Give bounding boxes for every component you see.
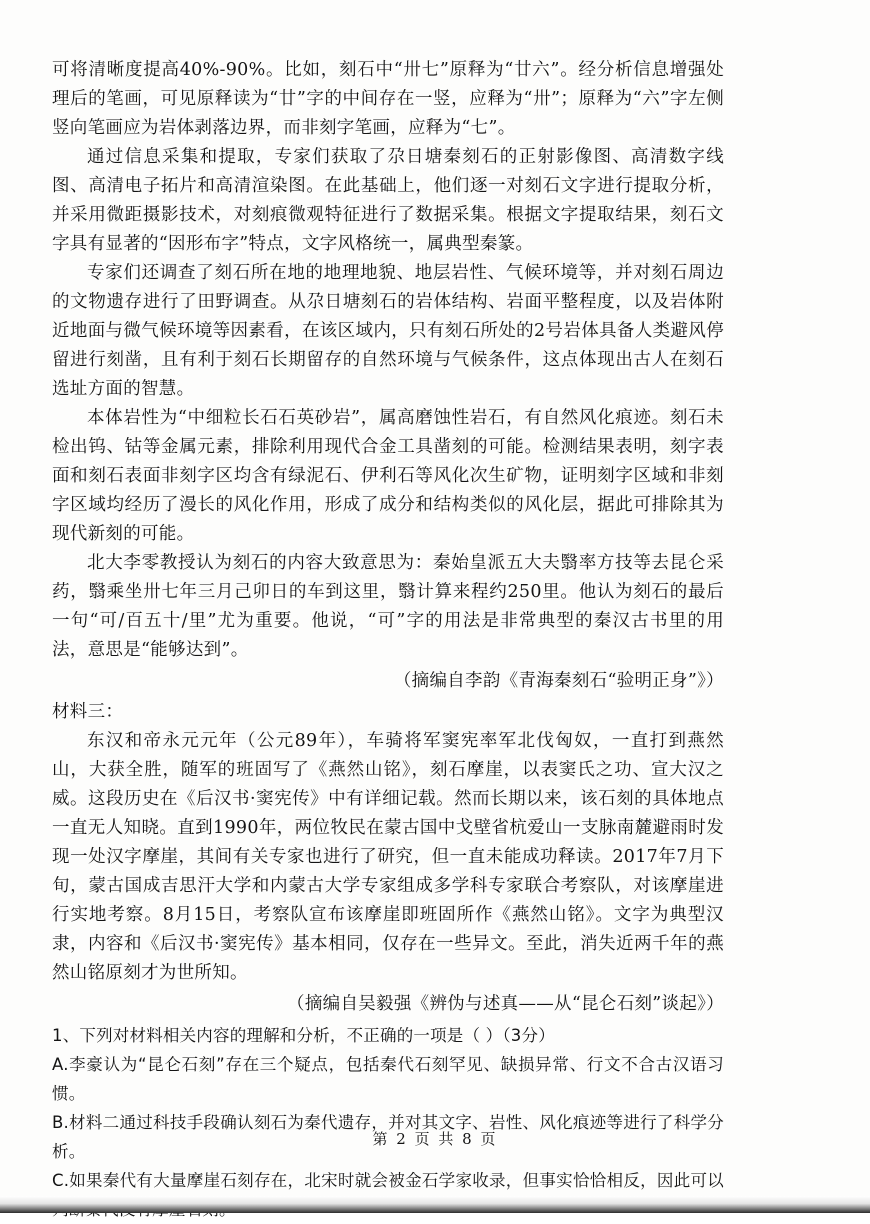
material2-paragraph-1: 可将清晰度提高40%-90%。比如，刻石中“卅七”原释为“廿六”。经分析信息增强处理后的笔画，可见原释读为“廿”字的中间存在一竖，应释为“卅”；原释为“六”字左侧竖向笔画应为岩体剥落边界，而非刻字笔画，应释为“七”。	[52, 60, 724, 138]
material2-source: （摘编自李韵《青海秦刻石“验明正身”》）	[393, 671, 724, 691]
question-stem: 1、下列对材料相关内容的理解和分析，不正确的一项是（ ）（3分）	[52, 1026, 555, 1045]
material2-paragraph-3: 专家们还调查了刻石所在地的地理地貌、地层岩性、气候环境等，并对刻石周边的文物遗存进行了田野调查。从尕日塘刻石的岩体结构、岩面平整程度，以及岩体附近地面与微气候环境等因素看，在该区域内，只有刻石所处的2号岩体具备人类避风停留进行刻凿，且有利于刻石长期留存的自然环境与气候条件，这点体现出古人在刻石选址方面的智慧。	[52, 263, 724, 399]
option-c: C.如果秦代有大量摩崖石刻存在，北宋时就会被金石学家收录，但事实恰恰相反，因此可以	[52, 1171, 724, 1190]
material3-heading: 材料三：	[52, 702, 124, 722]
material2-paragraph-4: 本体岩性为“中细粒长石石英砂岩”，属高磨蚀性岩石，有自然风化痕迹。刻石未检出钨、钴等金属元素，排除利用现代合金工具凿刻的可能。检测结果表明，刻字表面和刻石表面非刻字区均含有绿泥石、伊利石等风化次生矿物，证明刻字区域和非刻字区域均经历了漫长的风化作用，形成了成分和结构类似的风化层，据此可排除其为现代新刻的可能。	[52, 408, 724, 544]
material2-paragraph-5: 北大李零教授认为刻石的内容大致意思为：秦始皇派五大夫翳率方技等去昆仑采药，翳乘坐卅七年三月己卯日的车到这里，翳计算来程约250里。他认为刻石的最后一句“可/百五十/里”尤为重要。他说，“可”字的用法是非常典型的秦汉古书里的用法，意思是“能够达到”。	[52, 553, 724, 660]
page-content	[52, 56, 724, 1224]
question-1	[52, 1021, 724, 1224]
material3-paragraph-1: 东汉和帝永元元年（公元89年），车骑将军窦宪率军北伐匈奴，一直打到燕然山，大获全胜，随军的班固写了《燕然山铭》，刻石摩崖，以表窦氏之功、宣大汉之威。这段历史在《后汉书·窦宪传》中有详细记载。然而长期以来，该石刻的具体地点一直无人知晓。直到1990年，两位牧民在蒙古国中戈壁省杭爱山一支脉南麓避雨时发现一处汉字摩崖，其间有关专家也进行了研究，但一直未能成功释读。2017年7月下旬，蒙古国成吉思汗大学和内蒙古大学专家组成多学科专家联合考察队，对该摩崖进行实地考察。8月15日，考察队宣布该摩崖即班固所作《燕然山铭》。文字为典型汉隶，内容和《后汉书·窦宪传》基本相同，仅存在一些异文。至此，消失近两千年的燕然山铭原刻才为世所知。	[52, 731, 724, 983]
option-b: B.材料二通过科技手段确认刻石为秦代遗存，并对其文字、岩性、风化痕迹等进行了科学分析。	[52, 1113, 724, 1161]
material2-paragraph-2: 通过信息采集和提取，专家们获取了尕日塘秦刻石的正射影像图、高清数字线图、高清电子拓片和高清渲染图。在此基础上，他们逐一对刻石文字进行提取分析，并采用微距摄影技术，对刻痕微观特征进行了数据采集。根据文字提取结果，刻石文字具有显著的“因形布字”特点，文字风格统一，属典型秦篆。	[52, 147, 724, 254]
page-number: 第 2 页 共 8 页	[372, 1130, 498, 1148]
option-a: A.李豪认为“昆仑石刻”存在三个疑点，包括秦代石刻罕见、缺损异常、行文不合古汉语习惯。	[52, 1055, 724, 1103]
material3-source: （摘编自吴毅强《辨伪与述真——从“昆仑石刻”谈起》）	[287, 994, 724, 1014]
scan-bottom-edge	[0, 1196, 870, 1213]
